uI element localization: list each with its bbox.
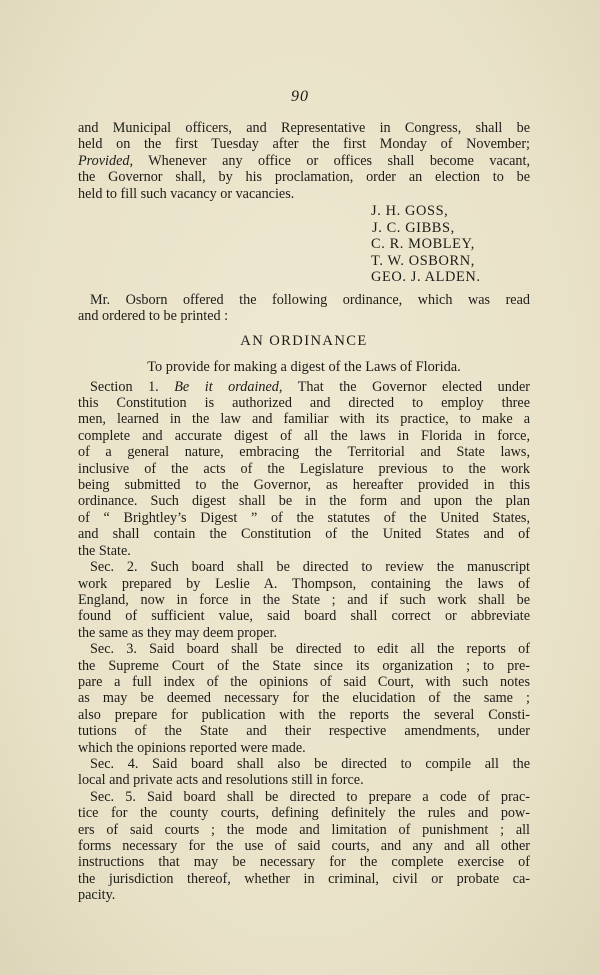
- text-line: ers of said courts ; the mode and limitation of punishment ; all: [78, 821, 530, 838]
- text-line: tutions of the State and their respective amendments, under: [78, 723, 530, 740]
- text-line: this Constitution is authorized and directed to employ three: [78, 395, 530, 412]
- page-number: 90: [291, 88, 309, 105]
- text-line: the Governor shall, by his proclamation, order an election to be: [78, 169, 530, 186]
- text-line: forms necessary for the use of said courts, and any and all other: [78, 838, 530, 854]
- text-line: and ordered to be printed :: [78, 308, 229, 325]
- section-3: [78, 641, 530, 756]
- signature-name: C. R. MOBLEY,: [371, 236, 475, 253]
- signature-name: J. C. GIBBS,: [372, 219, 455, 236]
- text-line: tice for the county courts, defining definitely the rules and pow-: [78, 805, 530, 822]
- text-span: That the Governor elected under: [297, 378, 530, 395]
- intro-paragraph: [78, 292, 530, 325]
- text-line: Sec. 2. Such board shall be directed to review the manuscript: [90, 559, 530, 576]
- provided-italic: Provided,: [78, 152, 134, 169]
- text-line: of a general nature, embracing the Territorial and State laws,: [78, 444, 530, 461]
- text-line: Sec. 3. Said board shall be directed to edit all the reports of: [90, 641, 530, 658]
- election-paragraph: [78, 120, 530, 202]
- section-1: [78, 379, 530, 559]
- text-line: pacity.: [78, 887, 116, 904]
- text-line: held on the first Tuesday after the first Monday of November;: [78, 136, 530, 153]
- text-line: Sec. 4. Said board shall also be directed to compile all the: [90, 755, 530, 772]
- text-line: local and private acts and resolutions still in force.: [78, 772, 364, 789]
- text-line: work prepared by Leslie A. Thompson, containing the laws of: [78, 575, 530, 592]
- text-line: ordinance. Such digest shall be in the form and upon the plan: [78, 493, 530, 510]
- section-5: [78, 789, 530, 904]
- document-body: [78, 120, 530, 904]
- text-line: men, learned in the law and familiar with its practice, to make a: [78, 411, 530, 428]
- text-line: instructions that may be necessary for the complete exercise of: [78, 854, 530, 871]
- text-line: as may be deemed necessary for the elucidation of the same ;: [78, 690, 530, 707]
- be-it-ordained-italic: Be it ordained,: [174, 378, 283, 395]
- text-line: held to fill such vacancy or vacancies.: [78, 185, 295, 202]
- text-line: [78, 379, 530, 395]
- text-line: of “ Brightley’s Digest ” of the statutes of the United States,: [78, 509, 530, 526]
- signature-name: J. H. GOSS,: [371, 203, 449, 220]
- text-line: and Municipal officers, and Representative in Congress, shall be: [78, 120, 530, 136]
- text-line: the Supreme Court of the State since its organization ; to pre-: [78, 657, 530, 674]
- section-2: [78, 559, 530, 641]
- ordinance-heading: AN ORDINANCE: [240, 332, 368, 349]
- text-line: pare a full index of the opinions of said Court, with such notes: [78, 673, 530, 690]
- signature-name: T. W. OSBORN,: [371, 252, 475, 269]
- text-line: complete and accurate digest of all the laws in Florida in force,: [78, 427, 530, 444]
- text-line: found of sufficient value, said board shall correct or abbreviate: [78, 608, 530, 625]
- signature-block: [371, 203, 530, 286]
- text-line: also prepare for publication with the reports the several Consti-: [78, 706, 530, 723]
- text-line: the jurisdiction thereof, whether in criminal, civil or probate ca-: [78, 870, 530, 887]
- text-line: [78, 153, 530, 169]
- text-span: Whenever any office or offices shall become vacant,: [148, 152, 531, 169]
- text-line: the same as they may deem proper.: [78, 624, 277, 641]
- text-line: Mr. Osborn offered the following ordinance, which was read: [90, 292, 530, 308]
- text-line: being submitted to the Governor, as hereafter provided in this: [78, 477, 530, 494]
- signature-name: GEO. J. ALDEN.: [371, 269, 481, 286]
- section-label: Section 1.: [90, 378, 159, 395]
- text-line: the State.: [78, 542, 131, 559]
- section-4: [78, 756, 530, 789]
- text-line: and shall contain the Constitution of the United States and of: [78, 526, 530, 543]
- ordinance-subtitle: To provide for making a digest of the Laws of Florida.: [147, 359, 461, 376]
- text-line: which the opinions reported were made.: [78, 739, 306, 756]
- text-line: England, now in force in the State ; and if such work shall be: [78, 591, 530, 608]
- text-line: Sec. 5. Said board shall be directed to prepare a code of prac-: [90, 788, 530, 805]
- text-line: inclusive of the acts of the Legislature previous to the work: [78, 460, 530, 477]
